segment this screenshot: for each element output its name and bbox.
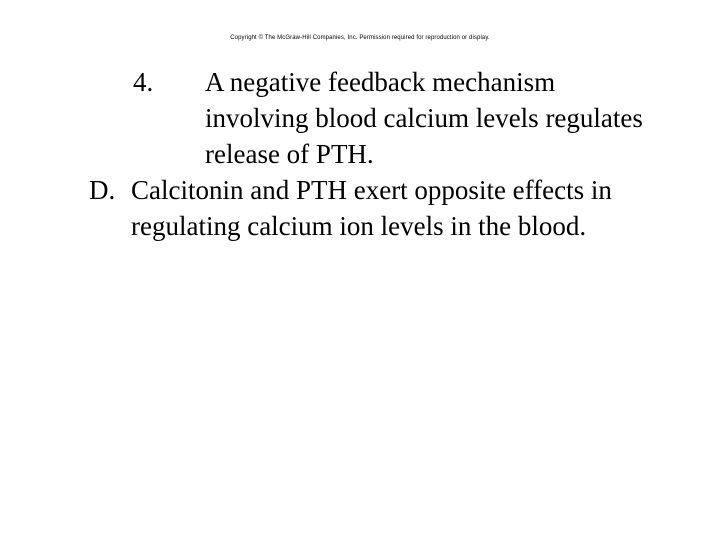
copyright-notice: Copyright © The McGraw-Hill Companies, Inc. Permission required for reproduction or display. bbox=[230, 35, 490, 41]
list-item-text bbox=[131, 172, 671, 244]
text-line: A negative feedback mechanism bbox=[205, 67, 556, 97]
list-marker: D. bbox=[89, 175, 116, 205]
list-marker: 4. bbox=[133, 67, 154, 97]
list-item-d bbox=[0, 172, 720, 244]
list-item-4 bbox=[0, 64, 720, 172]
text-line: involving blood calcium levels regulates bbox=[205, 103, 643, 133]
text-line: Calcitonin and PTH exert opposite effects in bbox=[131, 175, 612, 205]
text-line: regulating calcium ion levels in the blood. bbox=[131, 211, 587, 241]
list-item-text bbox=[205, 64, 675, 172]
text-line: release of PTH. bbox=[205, 139, 374, 169]
